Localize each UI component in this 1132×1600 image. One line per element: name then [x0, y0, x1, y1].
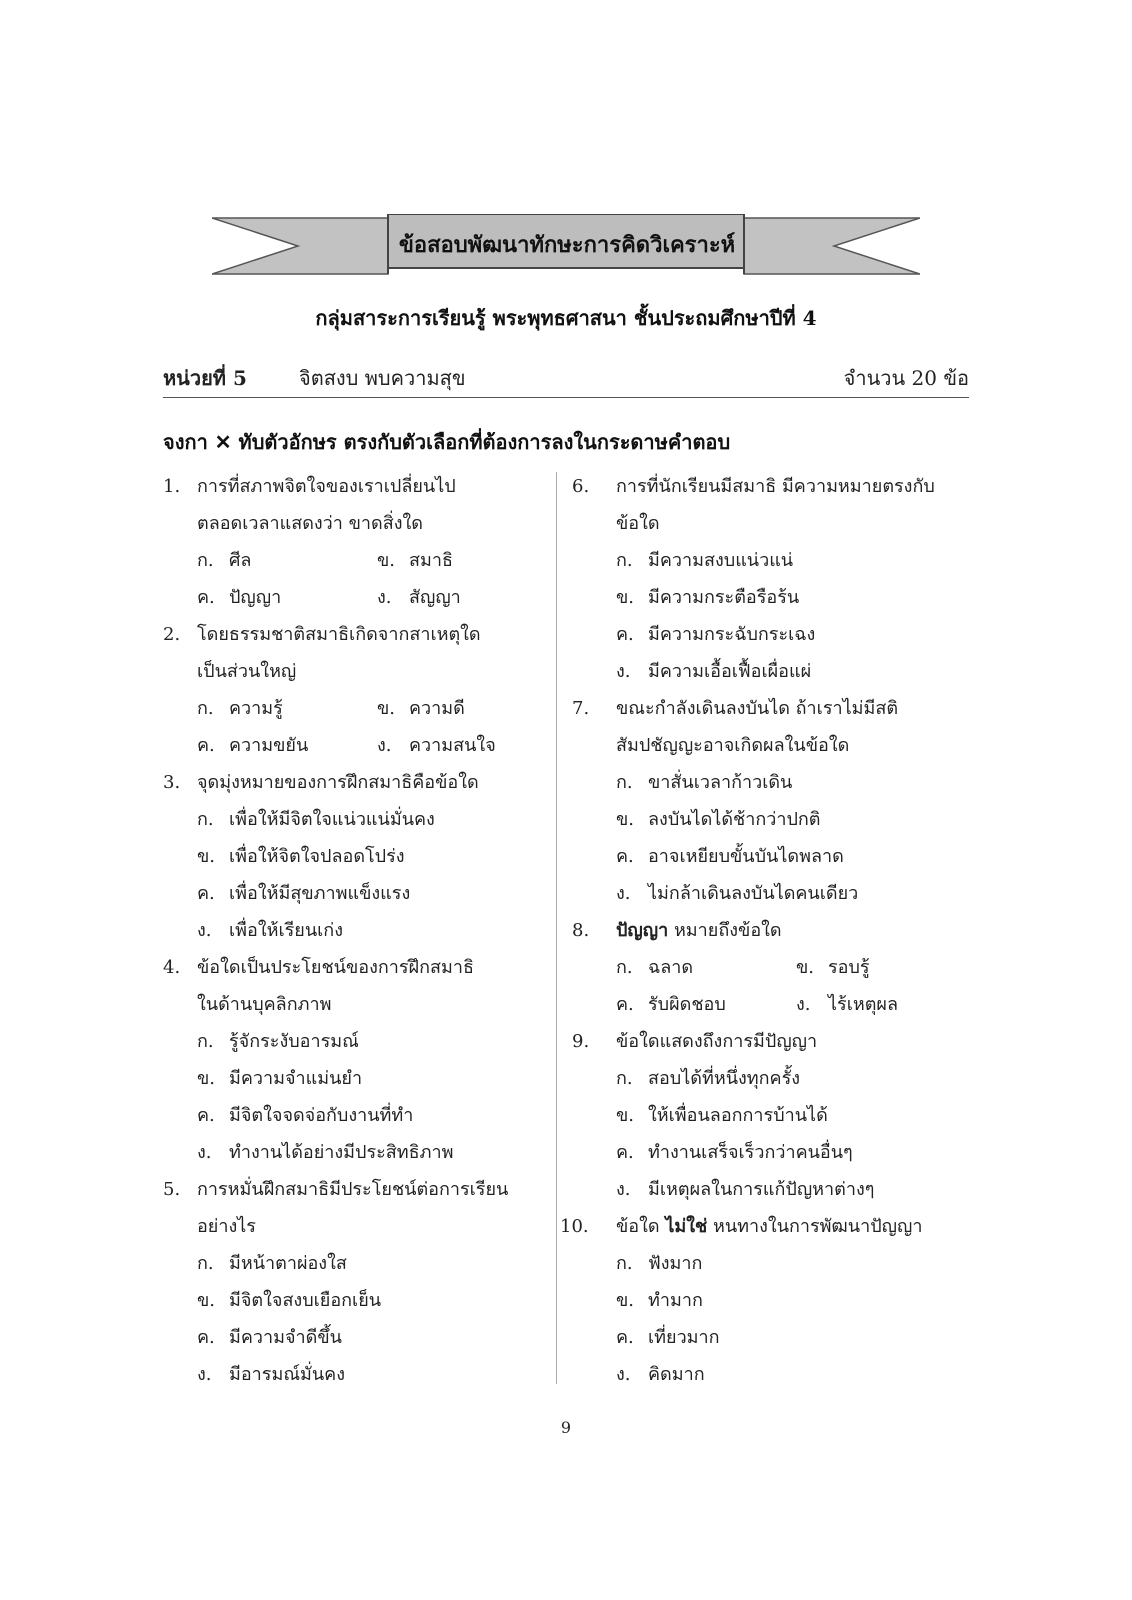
option-d[interactable]: ง. ไม่กล้าเดินลงบันไดคนเดียว — [616, 883, 859, 904]
question-number: 7. — [572, 698, 590, 719]
banner-title: ข้อสอบพัฒนาทักษะการคิดวิเคราะห์ — [398, 231, 736, 258]
option-c[interactable]: ค. มีความจำดีขึ้น — [197, 1327, 342, 1348]
unit-name: จิตสงบ พบความสุข — [299, 366, 466, 390]
option-c[interactable]: ค. เพื่อให้มีสุขภาพแข็งแรง — [197, 883, 411, 904]
question-number: 6. — [572, 476, 590, 497]
question-text: ข้อใดแสดงถึงการมีปัญญา — [616, 1031, 818, 1052]
header-rule — [163, 397, 969, 398]
option-c[interactable]: ค. ทำงานเสร็จเร็วกว่าคนอื่นๆ — [616, 1142, 853, 1163]
option-a[interactable]: ก. มีความสงบแน่วแน่ — [616, 550, 794, 571]
question-3 — [163, 764, 553, 801]
question-text-cont: ตลอดเวลาแสดงว่า ขาดสิ่งใด — [197, 513, 423, 534]
unit-header — [163, 356, 969, 396]
option-c[interactable]: ค. รับผิดชอบ — [616, 994, 726, 1015]
option-a[interactable]: ก. ฟังมาก — [616, 1253, 703, 1274]
question-number: 5. — [163, 1179, 181, 1200]
option-b[interactable]: ข. ให้เพื่อนลอกการบ้านได้ — [616, 1105, 828, 1126]
emphasis-word: ปัญญา — [616, 920, 669, 941]
option-c[interactable]: ค. ปัญญา — [197, 587, 282, 608]
title-banner — [212, 214, 920, 278]
question-text-cont: ในด้านบุคลิกภาพ — [197, 994, 332, 1015]
option-a[interactable]: ก. ฉลาด — [616, 957, 694, 978]
question-10 — [560, 1208, 972, 1245]
question-text-cont: เป็นส่วนใหญ่ — [197, 661, 297, 682]
question-number: 3. — [163, 772, 181, 793]
option-b[interactable]: ข. ทำมาก — [616, 1290, 703, 1311]
option-b[interactable]: ข. เพื่อให้จิตใจปลอดโปร่ง — [197, 846, 405, 867]
option-d[interactable]: ง. คิดมาก — [616, 1364, 705, 1385]
right-column — [560, 468, 972, 1393]
option-a[interactable]: ก. สอบได้ที่หนึ่งทุกครั้ง — [616, 1068, 801, 1089]
question-text-cont: สัมปชัญญะอาจเกิดผลในข้อใด — [616, 735, 850, 756]
question-text: การที่นักเรียนมีสมาธิ มีความหมายตรงกับ — [616, 476, 935, 497]
question-text: ปัญญา หมายถึงข้อใด — [616, 920, 782, 941]
question-number: 1. — [163, 476, 181, 497]
option-a[interactable]: ก. มีหน้าตาผ่องใส — [197, 1253, 347, 1274]
option-d[interactable]: ง. เพื่อให้เรียนเก่ง — [197, 920, 343, 941]
left-column — [163, 468, 553, 1393]
option-d[interactable]: ง. สัญญา — [377, 587, 461, 608]
question-number: 8. — [572, 920, 590, 941]
question-8 — [572, 912, 972, 949]
option-d[interactable]: ง. ความสนใจ — [377, 735, 496, 756]
question-text: โดยธรรมชาติสมาธิเกิดจากสาเหตุใด — [197, 624, 481, 645]
question-2 — [163, 616, 553, 653]
question-number: 2. — [163, 624, 181, 645]
option-a[interactable]: ก. ความรู้ — [197, 698, 283, 719]
option-a[interactable]: ก. ศีล — [197, 550, 252, 571]
page-number: 9 — [560, 1418, 572, 1437]
option-d[interactable]: ง. มีเหตุผลในการแก้ปัญหาต่างๆ — [616, 1179, 875, 1200]
instruction: จงกา ✕ ทับตัวอักษร ตรงกับตัวเลือกที่ต้องการลงในกระดาษคำตอบ — [163, 430, 731, 454]
option-b[interactable]: ข. ความดี — [377, 698, 465, 719]
option-d[interactable]: ง. มีอารมณ์มั่นคง — [197, 1364, 346, 1385]
option-a[interactable]: ก. เพื่อให้มีจิตใจแน่วแน่มั่นคง — [197, 809, 435, 830]
question-text: ข้อใดเป็นประโยชน์ของการฝึกสมาธิ — [197, 957, 474, 978]
column-divider — [556, 472, 557, 1384]
question-count: จำนวน 20 ข้อ — [843, 366, 969, 390]
option-c[interactable]: ค. เที่ยวมาก — [616, 1327, 720, 1348]
option-c[interactable]: ค. ความขยัน — [197, 735, 309, 756]
question-4 — [163, 949, 553, 986]
option-d[interactable]: ง. ทำงานได้อย่างมีประสิทธิภาพ — [197, 1142, 454, 1163]
question-5 — [163, 1171, 553, 1208]
option-c[interactable]: ค. มีจิตใจจดจ่อกับงานที่ทำ — [197, 1105, 414, 1126]
option-c[interactable]: ค. มีความกระฉับกระเฉง — [616, 624, 816, 645]
emphasis-word: ไม่ใช่ — [665, 1216, 708, 1237]
question-number: 10. — [560, 1216, 589, 1237]
option-b[interactable]: ข. ลงบันไดได้ช้ากว่าปกติ — [616, 809, 821, 830]
option-b[interactable]: ข. มีความจำแม่นยำ — [197, 1068, 363, 1089]
question-6 — [572, 468, 972, 505]
option-d[interactable]: ง. ไร้เหตุผล — [796, 994, 899, 1015]
option-b[interactable]: ข. รอบรู้ — [796, 957, 870, 978]
question-text-cont: อย่างไร — [197, 1216, 256, 1237]
subject-subtitle: กลุ่มสาระการเรียนรู้ พระพุทธศาสนา ชั้นประถมศึกษาปีที่ 4 — [315, 306, 817, 330]
question-text-cont: ข้อใด — [616, 513, 660, 534]
question-text: การหมั่นฝึกสมาธิมีประโยชน์ต่อการเรียน — [197, 1179, 509, 1200]
question-7 — [572, 690, 972, 727]
option-c[interactable]: ค. อาจเหยียบขั้นบันไดพลาด — [616, 846, 844, 867]
question-9 — [572, 1023, 972, 1060]
question-1 — [163, 468, 553, 505]
option-b[interactable]: ข. มีความกระตือรือร้น — [616, 587, 800, 608]
question-number: 4. — [163, 957, 181, 978]
option-d[interactable]: ง. มีความเอื้อเฟื้อเผื่อแผ่ — [616, 661, 812, 682]
option-a[interactable]: ก. รู้จักระงับอารมณ์ — [197, 1031, 359, 1052]
unit-label: หน่วยที่ 5 — [163, 366, 247, 390]
question-text: การที่สภาพจิตใจของเราเปลี่ยนไป — [197, 476, 456, 497]
option-b[interactable]: ข. มีจิตใจสงบเยือกเย็น — [197, 1290, 382, 1311]
question-number: 9. — [572, 1031, 590, 1052]
question-text: ข้อใด ไม่ใช่ หนทางในการพัฒนาปัญญา — [616, 1216, 923, 1237]
option-a[interactable]: ก. ขาสั่นเวลาก้าวเดิน — [616, 772, 793, 793]
question-text: จุดมุ่งหมายของการฝึกสมาธิคือข้อใด — [197, 772, 479, 793]
option-b[interactable]: ข. สมาธิ — [377, 550, 453, 571]
question-text: ขณะกำลังเดินลงบันได ถ้าเราไม่มีสติ — [616, 698, 899, 719]
